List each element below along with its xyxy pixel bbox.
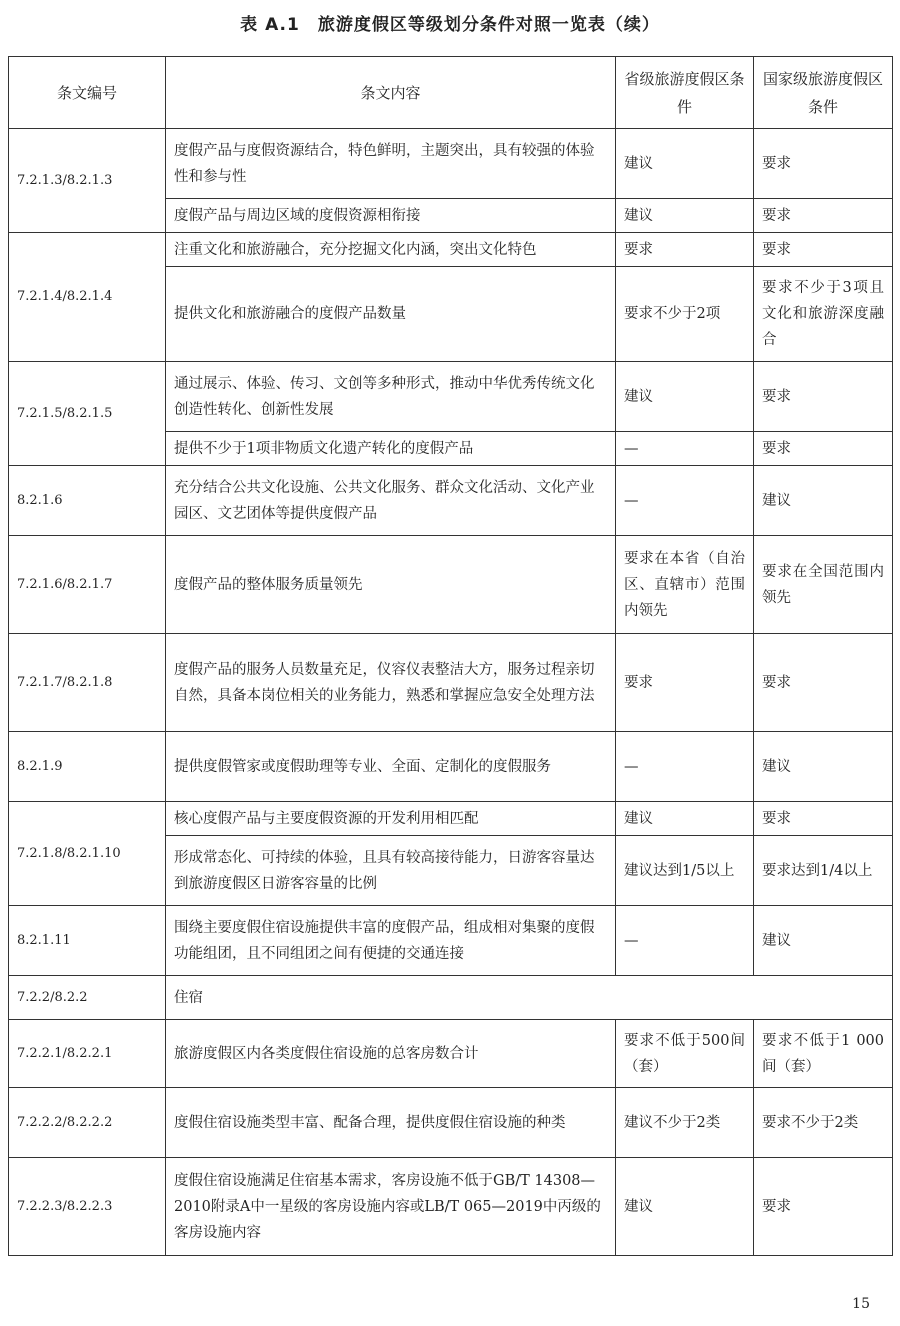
row-provincial: — — [616, 432, 754, 466]
row-code: 7.2.2.1/8.2.2.1 — [9, 1020, 166, 1088]
row-provincial: — — [616, 906, 754, 976]
row-code: 7.2.1.3/8.2.1.3 — [9, 129, 166, 233]
row-national: 要求 — [754, 634, 893, 732]
row-content: 形成常态化、可持续的体验，且具有较高接待能力，日游客容量达到旅游度假区日游客容量的比例 — [166, 836, 616, 906]
row-provincial: 建议达到1/5以上 — [616, 836, 754, 906]
row-national: 要求不低于1 000间（套） — [754, 1020, 893, 1088]
row-content: 度假产品与周边区域的度假资源相衔接 — [166, 199, 616, 233]
row-national: 要求 — [754, 1158, 893, 1256]
row-content: 提供不少于1项非物质文化遗产转化的度假产品 — [166, 432, 616, 466]
row-content: 度假产品的整体服务质量领先 — [166, 536, 616, 634]
row-provincial: 建议不少于2类 — [616, 1088, 754, 1158]
table-row — [9, 802, 893, 836]
row-content: 提供度假管家或度假助理等专业、全面、定制化的度假服务 — [166, 732, 616, 802]
row-provincial: 要求不低于500间（套） — [616, 1020, 754, 1088]
row-national: 要求 — [754, 233, 893, 267]
row-provincial: 要求不少于2项 — [616, 267, 754, 362]
header-provincial: 省级旅游度假区条件 — [616, 57, 754, 129]
conditions-table — [8, 56, 893, 1256]
table-row — [9, 1158, 893, 1256]
row-national: 要求 — [754, 199, 893, 233]
table-row — [9, 634, 893, 732]
row-national: 要求达到1/4以上 — [754, 836, 893, 906]
row-content: 充分结合公共文化设施、公共文化服务、群众文化活动、文化产业园区、文艺团体等提供度假产品 — [166, 466, 616, 536]
header-national: 国家级旅游度假区条件 — [754, 57, 893, 129]
row-code: 8.2.1.11 — [9, 906, 166, 976]
row-content: 度假产品与度假资源结合，特色鲜明，主题突出，具有较强的体验性和参与性 — [166, 129, 616, 199]
table-row — [9, 129, 893, 199]
row-code: 7.2.2/8.2.2 — [9, 976, 166, 1020]
header-content: 条文内容 — [166, 57, 616, 129]
row-national: 建议 — [754, 906, 893, 976]
row-national: 要求 — [754, 362, 893, 432]
row-code: 8.2.1.9 — [9, 732, 166, 802]
row-provincial: 要求在本省（自治区、直辖市）范围内领先 — [616, 536, 754, 634]
row-national: 要求 — [754, 802, 893, 836]
row-content: 旅游度假区内各类度假住宿设施的总客房数合计 — [166, 1020, 616, 1088]
row-code: 7.2.1.8/8.2.1.10 — [9, 802, 166, 906]
row-code: 7.2.1.5/8.2.1.5 — [9, 362, 166, 466]
row-code: 7.2.1.4/8.2.1.4 — [9, 233, 166, 362]
row-provincial: 建议 — [616, 362, 754, 432]
table-row — [9, 536, 893, 634]
row-provincial: — — [616, 732, 754, 802]
page-number: 15 — [852, 1296, 870, 1312]
row-content: 通过展示、体验、传习、文创等多种形式，推动中华优秀传统文化创造性转化、创新性发展 — [166, 362, 616, 432]
row-content: 住宿 — [166, 976, 893, 1020]
page-title: 表 A.1 旅游度假区等级划分条件对照一览表（续） — [240, 15, 660, 35]
header-code: 条文编号 — [9, 57, 166, 129]
row-code: 7.2.1.7/8.2.1.8 — [9, 634, 166, 732]
row-provincial: 建议 — [616, 802, 754, 836]
row-content: 度假住宿设施类型丰富、配备合理，提供度假住宿设施的种类 — [166, 1088, 616, 1158]
row-national: 要求 — [754, 432, 893, 466]
table-row — [9, 1088, 893, 1158]
table-header-row — [9, 57, 893, 129]
row-national: 要求在全国范围内领先 — [754, 536, 893, 634]
row-content: 度假产品的服务人员数量充足，仪容仪表整洁大方，服务过程亲切自然，具备本岗位相关的业务能力，熟悉和掌握应急安全处理方法 — [166, 634, 616, 732]
row-content: 围绕主要度假住宿设施提供丰富的度假产品，组成相对集聚的度假功能组团，且不同组团之间有便捷的交通连接 — [166, 906, 616, 976]
table-row — [9, 362, 893, 432]
row-content: 核心度假产品与主要度假资源的开发利用相匹配 — [166, 802, 616, 836]
row-code: 7.2.1.6/8.2.1.7 — [9, 536, 166, 634]
row-provincial: — — [616, 466, 754, 536]
row-provincial: 要求 — [616, 233, 754, 267]
row-content: 注重文化和旅游融合，充分挖掘文化内涵，突出文化特色 — [166, 233, 616, 267]
table-row — [9, 906, 893, 976]
row-provincial: 建议 — [616, 129, 754, 199]
row-national: 要求 — [754, 129, 893, 199]
table-row — [9, 466, 893, 536]
table-row — [9, 976, 893, 1020]
row-national: 建议 — [754, 466, 893, 536]
row-code: 7.2.2.2/8.2.2.2 — [9, 1088, 166, 1158]
row-national: 要求不少于3项且文化和旅游深度融合 — [754, 267, 893, 362]
row-content: 度假住宿设施满足住宿基本需求，客房设施不低于GB/T 14308—2010附录A中一星级的客房设施内容或LB/T 065—2019中丙级的客房设施内容 — [166, 1158, 616, 1256]
row-provincial: 建议 — [616, 199, 754, 233]
row-national: 建议 — [754, 732, 893, 802]
row-code: 7.2.2.3/8.2.2.3 — [9, 1158, 166, 1256]
row-national: 要求不少于2类 — [754, 1088, 893, 1158]
row-content: 提供文化和旅游融合的度假产品数量 — [166, 267, 616, 362]
table-row — [9, 1020, 893, 1088]
row-provincial: 建议 — [616, 1158, 754, 1256]
table-row — [9, 233, 893, 267]
row-code: 8.2.1.6 — [9, 466, 166, 536]
row-provincial: 要求 — [616, 634, 754, 732]
table-row — [9, 732, 893, 802]
